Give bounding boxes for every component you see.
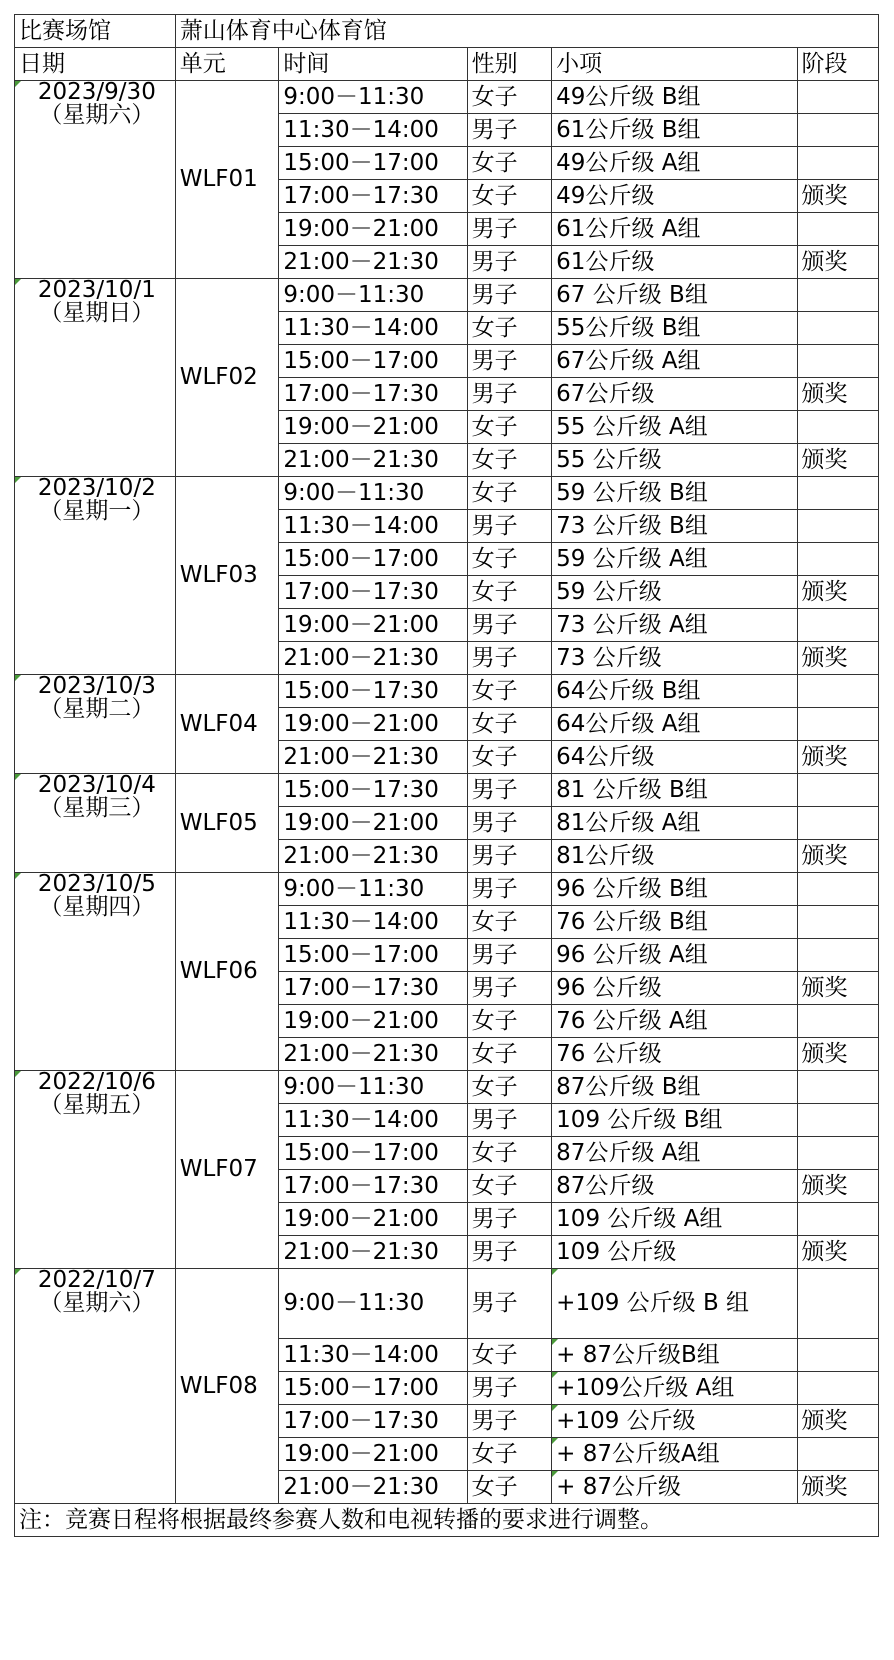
gender-cell: 女子	[467, 543, 552, 576]
stage-cell: 颁奖	[797, 180, 879, 213]
stage-cell: 颁奖	[797, 576, 879, 609]
stage-cell	[797, 1372, 879, 1405]
stage-cell	[797, 1438, 879, 1471]
footnote: 注：竞赛日程将根据最终参赛人数和电视转播的要求进行调整。	[15, 1504, 879, 1537]
gender-cell: 女子	[467, 180, 552, 213]
gender-cell: 女子	[467, 1137, 552, 1170]
gender-cell: 男子	[467, 378, 552, 411]
header-stage: 阶段	[797, 48, 879, 81]
gender-cell: 男子	[467, 1236, 552, 1269]
event-cell: 76 公斤级 B组	[552, 906, 797, 939]
stage-cell	[797, 114, 879, 147]
event-cell: 87公斤级 A组	[552, 1137, 797, 1170]
venue-row	[15, 15, 879, 48]
unit-cell: WLF02	[175, 279, 279, 477]
weekday-text: （星期六）	[39, 102, 155, 128]
gender-cell: 女子	[467, 81, 552, 114]
time-cell: 17:00－17:30	[279, 972, 467, 1005]
time-cell: 11:30－14:00	[279, 1104, 467, 1137]
time-cell: 19:00－21:00	[279, 708, 467, 741]
stage-cell: 颁奖	[797, 1236, 879, 1269]
event-cell: 76 公斤级	[552, 1038, 797, 1071]
stage-cell: 颁奖	[797, 840, 879, 873]
time-cell: 19:00－21:00	[279, 213, 467, 246]
stage-cell	[797, 939, 879, 972]
stage-cell	[797, 1269, 879, 1339]
venue-name: 萧山体育中心体育馆	[175, 15, 878, 48]
gender-cell: 男子	[467, 114, 552, 147]
time-cell: 11:30－14:00	[279, 1339, 467, 1372]
time-cell: 9:00－11:30	[279, 1269, 467, 1339]
event-cell: 59 公斤级	[552, 576, 797, 609]
time-cell: 17:00－17:30	[279, 1170, 467, 1203]
unit-cell: WLF04	[175, 675, 279, 774]
gender-cell: 男子	[467, 1269, 552, 1339]
event-cell: 55 公斤级	[552, 444, 797, 477]
time-cell: 21:00－21:30	[279, 1236, 467, 1269]
gender-cell: 女子	[467, 444, 552, 477]
stage-cell: 颁奖	[797, 378, 879, 411]
gender-cell: 男子	[467, 774, 552, 807]
stage-cell: 颁奖	[797, 1405, 879, 1438]
time-cell: 21:00－21:30	[279, 840, 467, 873]
time-cell: 9:00－11:30	[279, 477, 467, 510]
stage-cell	[797, 609, 879, 642]
event-cell: 59 公斤级 A组	[552, 543, 797, 576]
time-cell: 19:00－21:00	[279, 609, 467, 642]
venue-label: 比赛场馆	[15, 15, 176, 48]
time-cell: 21:00－21:30	[279, 1471, 467, 1504]
date-text: 2023/10/4	[37, 773, 156, 798]
gender-cell: 女子	[467, 1071, 552, 1104]
stage-cell: 颁奖	[797, 444, 879, 477]
date-cell	[15, 675, 176, 774]
event-cell: 55 公斤级 A组	[552, 411, 797, 444]
date-cell	[15, 1071, 176, 1269]
date-cell	[15, 774, 176, 873]
date-cell	[15, 81, 176, 279]
schedule-row	[15, 873, 879, 906]
unit-cell: WLF08	[175, 1269, 279, 1504]
date-text: 2023/10/2	[37, 476, 156, 501]
weekday-text: （星期四）	[39, 894, 155, 920]
gender-cell: 女子	[467, 147, 552, 180]
schedule-row	[15, 81, 879, 114]
time-cell: 15:00－17:00	[279, 345, 467, 378]
unit-cell: WLF03	[175, 477, 279, 675]
gender-cell: 男子	[467, 510, 552, 543]
weekday-text: （星期二）	[39, 696, 155, 722]
schedule-row	[15, 675, 879, 708]
stage-cell: 颁奖	[797, 1471, 879, 1504]
event-cell: 96 公斤级 B组	[552, 873, 797, 906]
gender-cell: 女子	[467, 906, 552, 939]
gender-cell: 男子	[467, 609, 552, 642]
stage-cell	[797, 147, 879, 180]
schedule-row	[15, 774, 879, 807]
gender-cell: 男子	[467, 807, 552, 840]
stage-cell	[797, 1005, 879, 1038]
time-cell: 9:00－11:30	[279, 1071, 467, 1104]
event-cell: 96 公斤级	[552, 972, 797, 1005]
event-cell: 49公斤级 B组	[552, 81, 797, 114]
stage-cell	[797, 213, 879, 246]
gender-cell: 女子	[467, 708, 552, 741]
event-cell: 81 公斤级 B组	[552, 774, 797, 807]
weekday-text: （星期六）	[39, 1290, 155, 1316]
gender-cell: 女子	[467, 312, 552, 345]
unit-cell: WLF07	[175, 1071, 279, 1269]
stage-cell	[797, 510, 879, 543]
event-cell: 73 公斤级 A组	[552, 609, 797, 642]
event-cell: + 87公斤级B组	[552, 1339, 797, 1372]
event-cell: 109 公斤级 A组	[552, 1203, 797, 1236]
date-text: 2022/10/6	[37, 1070, 156, 1095]
stage-cell: 颁奖	[797, 1038, 879, 1071]
time-cell: 21:00－21:30	[279, 741, 467, 774]
stage-cell: 颁奖	[797, 246, 879, 279]
date-text: 2023/10/3	[37, 674, 156, 699]
weekday-text: （星期五）	[39, 1092, 155, 1118]
event-cell: +109 公斤级 B 组	[552, 1269, 797, 1339]
date-text: 2022/10/7	[37, 1268, 156, 1293]
unit-cell: WLF01	[175, 81, 279, 279]
time-cell: 21:00－21:30	[279, 1038, 467, 1071]
gender-cell: 女子	[467, 1471, 552, 1504]
stage-cell: 颁奖	[797, 972, 879, 1005]
gender-cell: 男子	[467, 642, 552, 675]
time-cell: 19:00－21:00	[279, 411, 467, 444]
event-cell: 81公斤级	[552, 840, 797, 873]
time-cell: 9:00－11:30	[279, 873, 467, 906]
gender-cell: 男子	[467, 213, 552, 246]
stage-cell	[797, 675, 879, 708]
event-cell: 55公斤级 B组	[552, 312, 797, 345]
gender-cell: 女子	[467, 1438, 552, 1471]
note-row	[15, 1504, 879, 1537]
gender-cell: 男子	[467, 1405, 552, 1438]
schedule-row	[15, 1269, 879, 1339]
event-cell: +109 公斤级	[552, 1405, 797, 1438]
stage-cell	[797, 774, 879, 807]
event-cell: 96 公斤级 A组	[552, 939, 797, 972]
gender-cell: 女子	[467, 1339, 552, 1372]
time-cell: 17:00－17:30	[279, 180, 467, 213]
time-cell: 19:00－21:00	[279, 807, 467, 840]
event-cell: +109公斤级 A组	[552, 1372, 797, 1405]
event-cell: 61公斤级 B组	[552, 114, 797, 147]
gender-cell: 男子	[467, 1372, 552, 1405]
time-cell: 15:00－17:00	[279, 1137, 467, 1170]
event-cell: 64公斤级 A组	[552, 708, 797, 741]
gender-cell: 女子	[467, 477, 552, 510]
date-cell	[15, 477, 176, 675]
stage-cell: 颁奖	[797, 741, 879, 774]
date-text: 2023/10/1	[37, 278, 156, 303]
schedule-table	[14, 14, 879, 1537]
time-cell: 19:00－21:00	[279, 1203, 467, 1236]
time-cell: 11:30－14:00	[279, 312, 467, 345]
event-cell: 49公斤级 A组	[552, 147, 797, 180]
time-cell: 11:30－14:00	[279, 114, 467, 147]
gender-cell: 女子	[467, 1170, 552, 1203]
event-cell: 61公斤级	[552, 246, 797, 279]
event-cell: 73 公斤级 B组	[552, 510, 797, 543]
event-cell: + 87公斤级	[552, 1471, 797, 1504]
time-cell: 15:00－17:30	[279, 774, 467, 807]
gender-cell: 男子	[467, 1104, 552, 1137]
stage-cell	[797, 1137, 879, 1170]
time-cell: 15:00－17:30	[279, 675, 467, 708]
event-cell: 87公斤级 B组	[552, 1071, 797, 1104]
stage-cell	[797, 807, 879, 840]
event-cell: 76 公斤级 A组	[552, 1005, 797, 1038]
stage-cell	[797, 1339, 879, 1372]
header-unit: 单元	[175, 48, 279, 81]
stage-cell	[797, 411, 879, 444]
stage-cell	[797, 345, 879, 378]
header-event: 小项	[552, 48, 797, 81]
unit-cell: WLF05	[175, 774, 279, 873]
time-cell: 15:00－17:00	[279, 543, 467, 576]
date-text: 2023/10/5	[37, 872, 156, 897]
stage-cell	[797, 873, 879, 906]
date-cell	[15, 873, 176, 1071]
date-text: 2023/9/30	[37, 80, 156, 105]
gender-cell: 女子	[467, 1005, 552, 1038]
event-cell: 67公斤级 A组	[552, 345, 797, 378]
weekday-text: （星期一）	[39, 498, 155, 524]
event-cell: 64公斤级	[552, 741, 797, 774]
weekday-text: （星期日）	[39, 300, 155, 326]
stage-cell	[797, 279, 879, 312]
time-cell: 15:00－17:00	[279, 147, 467, 180]
stage-cell	[797, 81, 879, 114]
gender-cell: 男子	[467, 840, 552, 873]
time-cell: 21:00－21:30	[279, 642, 467, 675]
time-cell: 9:00－11:30	[279, 81, 467, 114]
unit-cell: WLF06	[175, 873, 279, 1071]
time-cell: 17:00－17:30	[279, 378, 467, 411]
time-cell: 9:00－11:30	[279, 279, 467, 312]
event-cell: 59 公斤级 B组	[552, 477, 797, 510]
gender-cell: 女子	[467, 741, 552, 774]
header-time: 时间	[279, 48, 467, 81]
event-cell: 87公斤级	[552, 1170, 797, 1203]
gender-cell: 女子	[467, 411, 552, 444]
header-date: 日期	[15, 48, 176, 81]
stage-cell: 颁奖	[797, 642, 879, 675]
gender-cell: 男子	[467, 1203, 552, 1236]
weekday-text: （星期三）	[39, 795, 155, 821]
event-cell: + 87公斤级A组	[552, 1438, 797, 1471]
stage-cell	[797, 1104, 879, 1137]
column-header-row	[15, 48, 879, 81]
gender-cell: 男子	[467, 939, 552, 972]
event-cell: 67 公斤级 B组	[552, 279, 797, 312]
stage-cell	[797, 477, 879, 510]
time-cell: 17:00－17:30	[279, 576, 467, 609]
time-cell: 19:00－21:00	[279, 1438, 467, 1471]
schedule-row	[15, 1071, 879, 1104]
stage-cell: 颁奖	[797, 1170, 879, 1203]
event-cell: 67公斤级	[552, 378, 797, 411]
time-cell: 11:30－14:00	[279, 510, 467, 543]
date-cell	[15, 1269, 176, 1504]
time-cell: 21:00－21:30	[279, 246, 467, 279]
date-cell	[15, 279, 176, 477]
gender-cell: 男子	[467, 279, 552, 312]
time-cell: 17:00－17:30	[279, 1405, 467, 1438]
event-cell: 64公斤级 B组	[552, 675, 797, 708]
event-cell: 109 公斤级 B组	[552, 1104, 797, 1137]
stage-cell	[797, 906, 879, 939]
header-gender: 性别	[467, 48, 552, 81]
stage-cell	[797, 543, 879, 576]
stage-cell	[797, 1203, 879, 1236]
time-cell: 11:30－14:00	[279, 906, 467, 939]
stage-cell	[797, 1071, 879, 1104]
event-cell: 81公斤级 A组	[552, 807, 797, 840]
time-cell: 15:00－17:00	[279, 1372, 467, 1405]
gender-cell: 女子	[467, 675, 552, 708]
event-cell: 49公斤级	[552, 180, 797, 213]
stage-cell	[797, 708, 879, 741]
time-cell: 21:00－21:30	[279, 444, 467, 477]
gender-cell: 女子	[467, 1038, 552, 1071]
event-cell: 109 公斤级	[552, 1236, 797, 1269]
gender-cell: 男子	[467, 246, 552, 279]
gender-cell: 男子	[467, 873, 552, 906]
time-cell: 19:00－21:00	[279, 1005, 467, 1038]
gender-cell: 男子	[467, 345, 552, 378]
gender-cell: 女子	[467, 576, 552, 609]
schedule-row	[15, 477, 879, 510]
event-cell: 73 公斤级	[552, 642, 797, 675]
event-cell: 61公斤级 A组	[552, 213, 797, 246]
time-cell: 15:00－17:00	[279, 939, 467, 972]
gender-cell: 男子	[467, 972, 552, 1005]
stage-cell	[797, 312, 879, 345]
schedule-row	[15, 279, 879, 312]
